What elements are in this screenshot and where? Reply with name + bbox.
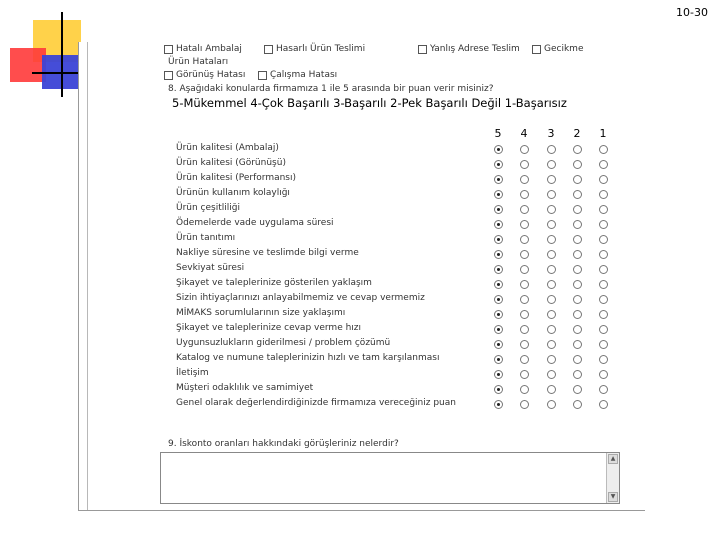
- rating-radio-3[interactable]: [547, 235, 556, 244]
- rating-row-label: Uygunsuzlukların giderilmesi / problem çözümü: [176, 338, 391, 348]
- rating-radio-2[interactable]: [573, 310, 582, 319]
- rating-radio-5[interactable]: [494, 355, 503, 364]
- rating-radio-4[interactable]: [520, 220, 529, 229]
- rating-radio-2[interactable]: [573, 265, 582, 274]
- rating-radio-4[interactable]: [520, 355, 529, 364]
- checkbox-yanlis-adres[interactable]: [418, 45, 427, 54]
- rating-radio-1[interactable]: [599, 265, 608, 274]
- rating-radio-1[interactable]: [599, 175, 608, 184]
- rating-row-label: Şikayet ve taleplerinize gösterilen yaklaşım: [176, 278, 372, 288]
- column-header-2: 2: [573, 127, 581, 140]
- rating-radio-4[interactable]: [520, 295, 529, 304]
- checkbox-label: Hatalı Ambalaj: [176, 44, 242, 54]
- rating-radio-4[interactable]: [520, 340, 529, 349]
- checkbox-group-continuation: Ürün Hataları: [168, 57, 229, 67]
- rating-radio-3[interactable]: [547, 355, 556, 364]
- rating-radio-1[interactable]: [599, 205, 608, 214]
- rating-radio-4[interactable]: [520, 160, 529, 169]
- rating-radio-2[interactable]: [573, 340, 582, 349]
- rating-radio-1[interactable]: [599, 340, 608, 349]
- rating-radio-1[interactable]: [599, 220, 608, 229]
- rating-row-label: Nakliye süresine ve teslimde bilgi verme: [176, 248, 359, 258]
- rating-radio-3[interactable]: [547, 280, 556, 289]
- rating-radio-2[interactable]: [573, 145, 582, 154]
- rating-row-label: Genel olarak değerlendirdiğinizde firmamıza vereceğiniz puan: [176, 398, 456, 408]
- rating-radio-3[interactable]: [547, 340, 556, 349]
- rating-radio-1[interactable]: [599, 400, 608, 409]
- rating-row-label: MİMAKS sorumlularının size yaklaşımı: [176, 308, 346, 318]
- rating-radio-5[interactable]: [494, 235, 503, 244]
- rating-row-label: Katalog ve numune taleplerinizin hızlı ve tam karşılanması: [176, 353, 440, 363]
- rating-radio-4[interactable]: [520, 235, 529, 244]
- checkbox-label: Görünüş Hatası: [176, 70, 246, 80]
- rating-radio-1[interactable]: [599, 280, 608, 289]
- checkbox-gorunus-hatasi[interactable]: [164, 71, 173, 80]
- rating-radio-5[interactable]: [494, 385, 503, 394]
- rating-radio-2[interactable]: [573, 175, 582, 184]
- rating-radio-3[interactable]: [547, 205, 556, 214]
- rating-radio-3[interactable]: [547, 175, 556, 184]
- rating-radio-1[interactable]: [599, 355, 608, 364]
- rating-radio-4[interactable]: [520, 400, 529, 409]
- checkbox-hasarli-urun[interactable]: [264, 45, 273, 54]
- rating-radio-5[interactable]: [494, 325, 503, 334]
- rating-radio-3[interactable]: [547, 220, 556, 229]
- rating-radio-3[interactable]: [547, 370, 556, 379]
- rating-radio-2[interactable]: [573, 280, 582, 289]
- rating-row-label: Ödemelerde vade uygulama süresi: [176, 218, 334, 228]
- survey-form: [87, 42, 645, 510]
- rating-radio-3[interactable]: [547, 190, 556, 199]
- rating-radio-4[interactable]: [520, 145, 529, 154]
- rating-radio-5[interactable]: [494, 190, 503, 199]
- rating-radio-3[interactable]: [547, 400, 556, 409]
- rating-radio-1[interactable]: [599, 160, 608, 169]
- rating-radio-5[interactable]: [494, 400, 503, 409]
- rating-radio-5[interactable]: [494, 220, 503, 229]
- survey-screenshot-panel: [78, 42, 645, 511]
- rating-radio-2[interactable]: [573, 325, 582, 334]
- column-header-3: 3: [547, 127, 555, 140]
- rating-row-label: Ürün kalitesi (Ambalaj): [176, 143, 279, 153]
- rating-radio-4[interactable]: [520, 310, 529, 319]
- question-9: 9. İskonto oranları hakkındaki görüşleriniz nelerdir?: [168, 439, 399, 449]
- rating-radio-2[interactable]: [573, 250, 582, 259]
- checkbox-label: Çalışma Hatası: [270, 70, 338, 80]
- checkbox-gecikme[interactable]: [532, 45, 541, 54]
- scroll-down-icon[interactable]: ▼: [608, 492, 618, 502]
- rating-row-label: Sizin ihtiyaçlarınızı anlayabilmemiz ve cevap vermemiz: [176, 293, 425, 303]
- rating-radio-3[interactable]: [547, 265, 556, 274]
- rating-radio-2[interactable]: [573, 205, 582, 214]
- rating-radio-2[interactable]: [573, 190, 582, 199]
- rating-radio-2[interactable]: [573, 400, 582, 409]
- rating-row-label: Müşteri odaklılık ve samimiyet: [176, 383, 314, 393]
- question-8: 8. Aşağıdaki konularda firmamıza 1 ile 5 arasında bir puan verir misiniz?: [168, 84, 494, 94]
- rating-radio-1[interactable]: [599, 295, 608, 304]
- rating-radio-1[interactable]: [599, 370, 608, 379]
- rating-row-label: Şikayet ve taleplerinize cevap verme hızı: [176, 323, 362, 333]
- rating-radio-5[interactable]: [494, 265, 503, 274]
- column-header-1: 1: [599, 127, 607, 140]
- rating-radio-4[interactable]: [520, 385, 529, 394]
- rating-radio-4[interactable]: [520, 205, 529, 214]
- rating-radio-5[interactable]: [494, 370, 503, 379]
- rating-radio-4[interactable]: [520, 250, 529, 259]
- rating-radio-2[interactable]: [573, 370, 582, 379]
- rating-row-label: İletişim: [176, 368, 209, 378]
- rating-radio-2[interactable]: [573, 355, 582, 364]
- rating-radio-1[interactable]: [599, 250, 608, 259]
- rating-radio-3[interactable]: [547, 385, 556, 394]
- rating-radio-4[interactable]: [520, 265, 529, 274]
- rating-radio-5[interactable]: [494, 145, 503, 154]
- rating-radio-5[interactable]: [494, 175, 503, 184]
- rating-row-label: Ürün kalitesi (Performansı): [176, 173, 297, 183]
- rating-radio-4[interactable]: [520, 175, 529, 184]
- checkbox-calisma-hatasi[interactable]: [258, 71, 267, 80]
- rating-radio-2[interactable]: [573, 385, 582, 394]
- comment-textarea[interactable]: [160, 452, 620, 504]
- decorative-logo: [0, 0, 90, 100]
- rating-row-label: Ürün çeşitliliği: [176, 203, 240, 213]
- rating-radio-4[interactable]: [520, 325, 529, 334]
- rating-radio-5[interactable]: [494, 295, 503, 304]
- checkbox-hatali-ambalaj[interactable]: [164, 45, 173, 54]
- rating-radio-1[interactable]: [599, 325, 608, 334]
- rating-radio-3[interactable]: [547, 325, 556, 334]
- rating-radio-2[interactable]: [573, 220, 582, 229]
- rating-row-label: Ürün kalitesi (Görünüşü): [176, 158, 286, 168]
- scroll-up-icon[interactable]: ▲: [608, 454, 618, 464]
- rating-radio-3[interactable]: [547, 160, 556, 169]
- rating-radio-5[interactable]: [494, 340, 503, 349]
- rating-radio-1[interactable]: [599, 385, 608, 394]
- checkbox-label: Yanlış Adrese Teslim: [430, 44, 520, 54]
- rating-radio-2[interactable]: [573, 160, 582, 169]
- rating-radio-3[interactable]: [547, 145, 556, 154]
- rating-radio-3[interactable]: [547, 250, 556, 259]
- rating-radio-5[interactable]: [494, 205, 503, 214]
- rating-radio-1[interactable]: [599, 310, 608, 319]
- rating-radio-3[interactable]: [547, 295, 556, 304]
- page-number: 10-30: [676, 6, 708, 19]
- textarea-scrollbar[interactable]: [606, 453, 619, 503]
- rating-radio-5[interactable]: [494, 280, 503, 289]
- rating-radio-2[interactable]: [573, 235, 582, 244]
- column-header-4: 4: [520, 127, 528, 140]
- rating-radio-4[interactable]: [520, 280, 529, 289]
- checkbox-label: Gecikme: [544, 44, 584, 54]
- rating-radio-4[interactable]: [520, 190, 529, 199]
- rating-radio-1[interactable]: [599, 190, 608, 199]
- rating-row-label: Ürün tanıtımı: [176, 233, 236, 243]
- rating-radio-1[interactable]: [599, 235, 608, 244]
- rating-radio-5[interactable]: [494, 250, 503, 259]
- rating-row-label: Sevkiyat süresi: [176, 263, 245, 273]
- rating-row-label: Ürünün kullanım kolaylığı: [176, 188, 290, 198]
- rating-radio-2[interactable]: [573, 295, 582, 304]
- rating-radio-5[interactable]: [494, 160, 503, 169]
- rating-radio-1[interactable]: [599, 145, 608, 154]
- rating-radio-3[interactable]: [547, 310, 556, 319]
- checkbox-label: Hasarlı Ürün Teslimi: [276, 44, 366, 54]
- column-header-5: 5: [494, 127, 502, 140]
- rating-scale-legend: 5-Mükemmel 4-Çok Başarılı 3-Başarılı 2-Pek Başarılı Değil 1-Başarısız: [172, 96, 567, 110]
- rating-radio-4[interactable]: [520, 370, 529, 379]
- rating-radio-5[interactable]: [494, 310, 503, 319]
